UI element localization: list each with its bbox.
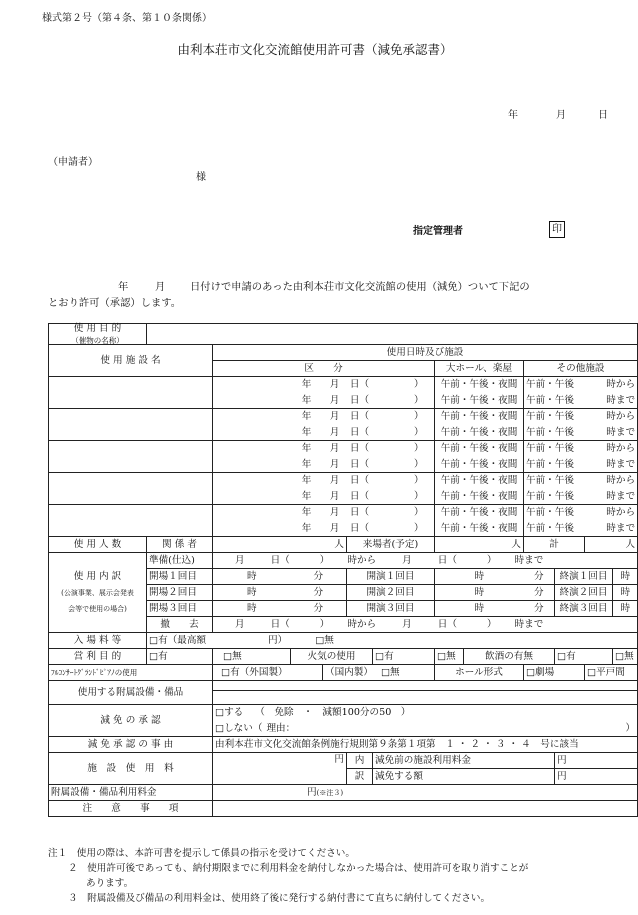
drinking-yes-checkbox[interactable]: □有 [555, 649, 613, 665]
fire-yes-checkbox[interactable]: □有 [373, 649, 435, 665]
schedule-row: 年 月 日（ ） 午前・午後・夜間 午前・午後 時まで [49, 425, 638, 441]
piano-domestic[interactable]: （国内製） □無 [323, 665, 435, 681]
equipment-fee-value[interactable]: 円(※注３) [213, 785, 638, 801]
open-row: 開場１回目 時 分 開演１回目 時 分 終演１回目 時 [49, 569, 638, 585]
equipment-label: 使用する附属設備・備品 [49, 681, 213, 705]
prep-label: 準備(仕込) [147, 553, 213, 569]
kubun-header: 区 分 [213, 361, 435, 377]
reduction-reason-row [49, 737, 638, 753]
applicant-suffix: 様 [196, 172, 206, 183]
facility-cell[interactable] [49, 409, 213, 441]
facility-fee-row: 施 設 使 用 料 円 内 減免前の施設利用料金 円 [49, 753, 638, 769]
hall-form-label: ホール形式 [435, 665, 524, 681]
commercial-label: 営 利 目 的 [49, 649, 147, 665]
note-1: 注１ 使用の際は、本許可書を提示して係員の指示を受けてください。 [48, 848, 355, 859]
remarks-row [49, 801, 638, 817]
equipment-value-2[interactable] [213, 691, 638, 705]
schedule-row: 年 月 日（ ） 午前・午後・夜間 午前・午後 時まで [49, 521, 638, 537]
reduction-do-checkbox[interactable]: □する [215, 707, 244, 719]
commercial-no-checkbox[interactable]: □無 [213, 649, 291, 665]
open-row: 開場２回目 時 分 開演２回目 時 分 終演２回目 時 [49, 585, 638, 601]
kankei-count[interactable]: 人 [213, 537, 347, 553]
entrance-no-checkbox[interactable]: □無 [315, 634, 334, 646]
intro-month: 月 [155, 281, 166, 293]
schedule-row: 年 月 日（ ） 午前・午後・夜間 午前・午後 時まで [49, 457, 638, 473]
datetime-header: 使用日時及び施設 [213, 345, 638, 361]
reduction-amount-label: 減免する額 [373, 769, 555, 785]
equipment-fee-row [49, 785, 638, 801]
purpose-value[interactable] [147, 324, 638, 345]
total-count[interactable]: 人 [585, 537, 638, 553]
manager-label: 指定管理者 [413, 226, 463, 237]
remarks-value[interactable] [213, 801, 638, 817]
facility-cell[interactable] [49, 377, 213, 409]
reduction-do[interactable]: □する （ 免除 ・ 減額100分の50 ） [213, 705, 638, 721]
note-3: ３ 附属設備及び備品の利用料金は、使用終了後に発行する納付書にて直ちに納付してください。 [68, 893, 491, 904]
entrance-yes-checkbox[interactable]: □有（最高額 [149, 634, 207, 646]
schedule-row: 年 月 日（ ） 午前・午後・夜間 午前・午後 時から [49, 505, 638, 521]
entrance-row [49, 633, 638, 649]
reduction-dont[interactable]: □しない（ 理由： ） [213, 721, 638, 737]
breakdown-label: 使 用 内 訳 (公演事業、展示会発表 会等で使用の場合) [49, 553, 147, 633]
facility-cell[interactable] [49, 441, 213, 473]
kankei-label: 関 係 者 [147, 537, 213, 553]
schedule-row: 年 月 日（ ） 午前・午後・夜間 午前・午後 時から [49, 377, 638, 393]
reduction-approval-label: 減 免 の 承 認 [49, 705, 213, 737]
flat-checkbox[interactable]: □平戸間 [585, 665, 638, 681]
schedule-row: 年 月 日（ ） 午前・午後・夜間 午前・午後 時から [49, 473, 638, 489]
facility-name-label: 使 用 施 設 名 [49, 345, 213, 377]
visitors-label: 来場者(予定) [347, 537, 435, 553]
num-users-row [49, 537, 638, 553]
other-facility-header: その他施設 [524, 361, 638, 377]
theater-checkbox[interactable]: □劇場 [524, 665, 585, 681]
schedule-row: 年 月 日（ ） 午前・午後・夜間 午前・午後 時まで [49, 393, 638, 409]
facility-fee-value[interactable]: 円 [213, 753, 347, 785]
seal-mark: 印 [549, 221, 565, 238]
entrance-value[interactable]: □有（最高額 円） □無 [147, 633, 638, 649]
permit-table: 使 用 目 的 （催物の名称） 使 用 施 設 名 使用日時及び施設 区 分 大ホール、楽屋 その他施設 年 月 日（ ） 午前・午後・夜間 午前・午後 時から 年 月 日（ ） 午前・午後・夜間 午前・午後 時まで 年 月 日（ ） 午前・午後・夜間 午前・午後 時から 年 月 日（ ） 午前・午後・夜間 午前・午後 時まで 年 月 日（ ） 午前・午後・夜間 午前・午後 時から 年 月 日（ ） 午前・午後・夜間 午前・午後 時まで 年 月 日（ ） 午前・午後・夜間 午前・午後 時から 年 月 日（ ） 午前・午後・夜間 午前・午後 時まで 年 月 日（ ） 午前・午後・夜間 午前・午後 時から 年 月 日（ ） 午前・午後・夜間 午前・午後 時まで 使 用 人 数 関 係 者 人 来場者(予定) 人 計 人 使 用 内 訳 (公演事業、展示会発表 会等で使用の場合) 準備(仕込) 月 日（ ） 時から 月 日（ ） 時まで 開場１回目 時 分 開演１回目 時 分 終演１回目 時 開場２回目 時 分 開演２回目 時 分 終演２回目 時 開場３回目 時 分 開演３回目 時 分 終演３回目 時 撤 去 月 日（ ） 時から 月 日（ ） 時まで 入 場 料 等 □有（最高額 円） □無 営 利 目 的 □有 □無 火気の使用 □有 □無 飲酒の有無 □有 □無 ﾌﾙｺﾝｻｰﾄｸﾞﾗﾝﾄﾞﾋﾟｱﾉの使用 □有（外国製） （国内製） □無 ホール形式 □劇場 □平戸間 使用する附属設備・備品 減 免 の 承 認 □する （ 免除 ・ 減額100分の50 ） □しない（ 理由： ） 減 免 承 認 の 事 由 由利本荘市文化交流館条例施行規則第９条第１項第 １ ・ ２ ・ ３ ・ ４ 号に該当 施 設 使 用 料 円 内 減免前の施設利用料金 円 訳 減免する額 円 附属設備・備品利用料金 円(※注３) 注 意 事 項 [48, 323, 638, 817]
form-number: 様式第２号（第４条、第１０条関係） [42, 13, 212, 24]
reduction-reason-text: 由利本荘市文化交流館条例施行規則第９条第１項第 １ ・ ２ ・ ３ ・ ４ 号に該当 [213, 737, 638, 753]
equipment-value[interactable] [213, 681, 638, 691]
facility-cell[interactable] [49, 473, 213, 505]
prep-value[interactable]: 月 日（ ） 時から 月 日（ ） 時まで [213, 553, 638, 569]
drinking-label: 飲酒の有無 [464, 649, 555, 665]
intro-year: 年 [118, 281, 129, 293]
before-reduction-value[interactable]: 円 [555, 753, 638, 769]
fire-no-checkbox[interactable]: □無 [435, 649, 464, 665]
notes [48, 846, 618, 906]
reduction-reason-label: 減 免 承 認 の 事 由 [49, 737, 213, 753]
facility-cell[interactable] [49, 505, 213, 537]
commercial-row [49, 649, 638, 665]
remarks-label: 注 意 事 項 [49, 801, 213, 817]
piano-label: ﾌﾙｺﾝｻｰﾄｸﾞﾗﾝﾄﾞﾋﾟｱﾉの使用 [49, 665, 213, 681]
piano-row [49, 665, 638, 681]
intro-text-2: とおり許可（承認）します。 [48, 297, 182, 309]
facility-fee-label: 施 設 使 用 料 [49, 753, 213, 785]
teardown-label: 撤 去 [147, 617, 213, 633]
date-year: 年 [508, 110, 518, 121]
schedule-row: 年 月 日（ ） 午前・午後・夜間 午前・午後 時まで [49, 489, 638, 505]
num-users-label: 使 用 人 数 [49, 537, 147, 553]
before-reduction-label: 減免前の施設利用料金 [373, 753, 555, 769]
schedule-row: 年 月 日（ ） 午前・午後・夜間 午前・午後 時から [49, 409, 638, 425]
note-2-cont: あります。 [86, 878, 134, 889]
piano-foreign-checkbox[interactable]: □有（外国製） [213, 665, 323, 681]
reduction-approval-row [49, 705, 638, 721]
entrance-label: 入 場 料 等 [49, 633, 147, 649]
open-row: 開場３回目 時 分 開演３回目 時 分 終演３回目 時 [49, 601, 638, 617]
reduction-amount-value[interactable]: 円 [555, 769, 638, 785]
visitors-count[interactable]: 人 [435, 537, 524, 553]
date-day: 日 [598, 110, 608, 121]
applicant-label: （申請者） [48, 157, 98, 168]
purpose-label: 使 用 目 的 （催物の名称） [49, 324, 147, 345]
fire-label: 火気の使用 [291, 649, 373, 665]
drinking-no-checkbox[interactable]: □無 [613, 649, 638, 665]
reduction-dont-checkbox[interactable]: □しない（ [215, 722, 263, 734]
intro-text: 日付けで申請のあった由利本荘市文化交流館の使用（減免）ついて下記の [190, 281, 530, 293]
equipment-row [49, 681, 638, 691]
schedule-row: 年 月 日（ ） 午前・午後・夜間 午前・午後 時から [49, 441, 638, 457]
commercial-yes-checkbox[interactable]: □有 [147, 649, 213, 665]
prep-row [49, 553, 638, 569]
equipment-fee-label: 附属設備・備品利用料金 [49, 785, 213, 801]
note-2: ２ 使用許可後であっても、納付期限までに利用料金を納付しなかった場合は、使用許可を取り消すことが [68, 863, 529, 874]
total-label: 計 [524, 537, 585, 553]
teardown-value[interactable]: 月 日（ ） 時から 月 日（ ） 時まで [213, 617, 638, 633]
large-hall-header: 大ホール、楽屋 [435, 361, 524, 377]
date-month: 月 [556, 110, 566, 121]
document-title: 由利本荘市文化交流館使用許可書（減免承認書） [177, 42, 453, 57]
